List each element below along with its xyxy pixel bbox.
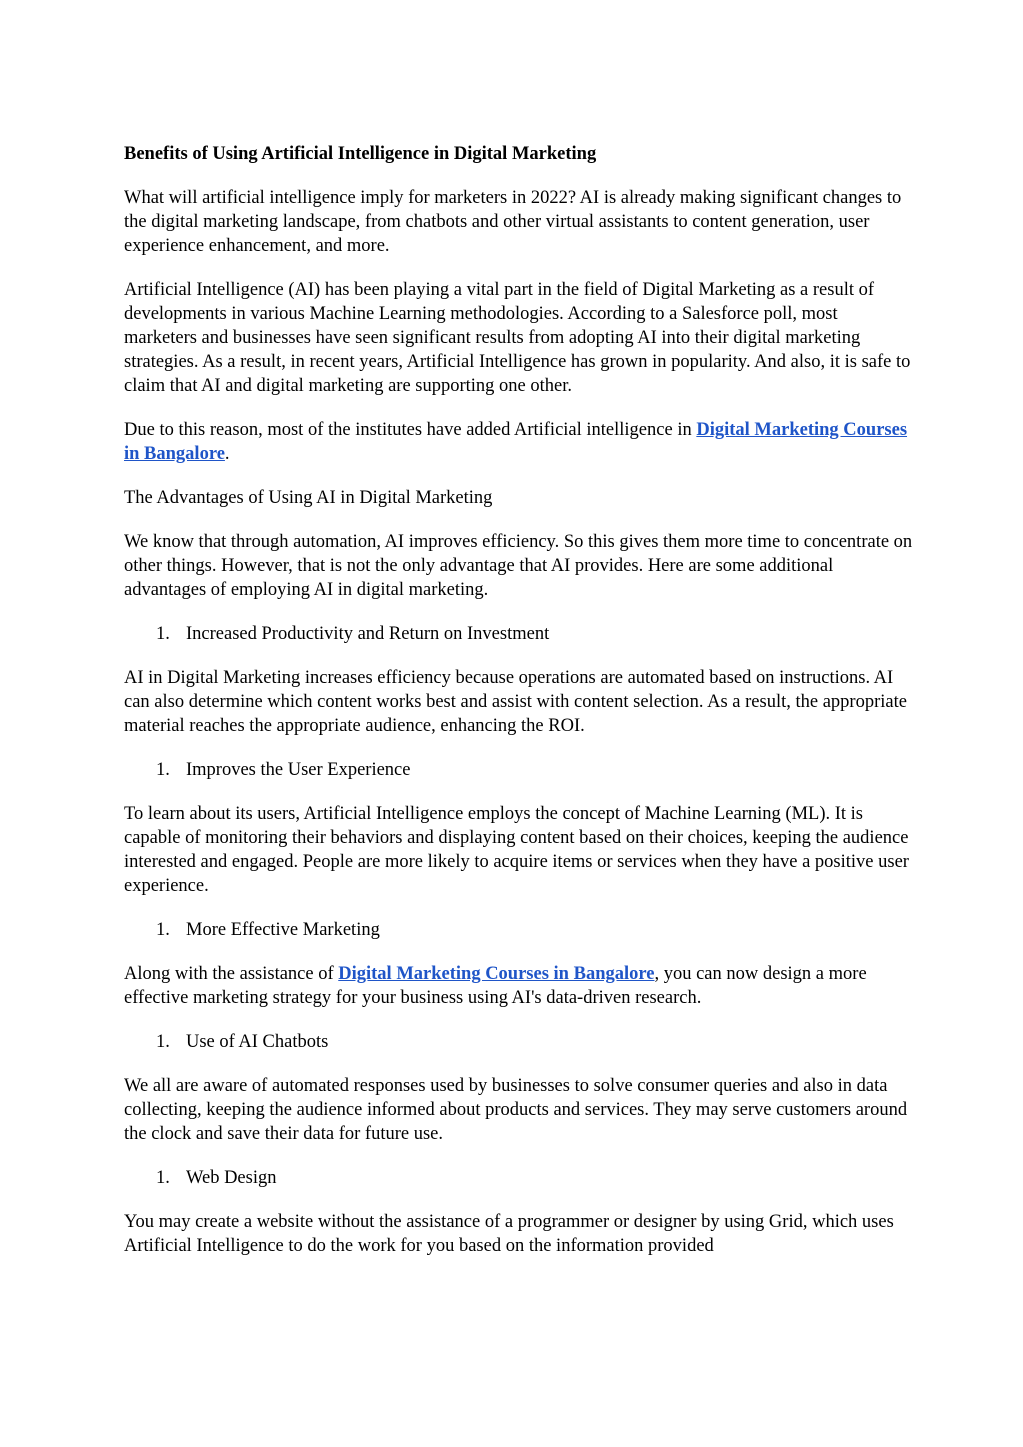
courses-paragraph [124,418,914,466]
list-item-label: Increased Productivity and Return on Investment [186,624,550,644]
web-design-paragraph: You may create a website without the assistance of a programmer or designer by using Grid, which uses Artificial Intelligence to do the work for you based on the information provided [124,1212,894,1256]
list-item-productivity [124,622,914,646]
digital-marketing-courses-link-2[interactable]: Digital Marketing Courses in Bangalore [338,964,655,984]
list-number: 1. [156,624,170,644]
list-item-label: Web Design [186,1168,277,1188]
list-item-label: More Effective Marketing [186,920,380,940]
ai-overview-paragraph: Artificial Intelligence (AI) has been playing a vital part in the field of Digital Marketing as a result of developments in various Machine Learning methodologies. According to a Salesforce poll, most marketers and businesses have seen significant results from adopting AI into their digital marketing strategies. As a result, in recent years, Artificial Intelligence has grown in popularity. And also, it is safe to claim that AI and digital marketing are supporting one other. [124,280,911,396]
list-item-effective-marketing [124,918,914,942]
list-item-label: Improves the User Experience [186,760,411,780]
courses-paragraph-text: Due to this reason, most of the institutes have added Artificial intelligence in [124,420,697,440]
intro-paragraph: What will artificial intelligence imply for marketers in 2022? AI is already making significant changes to the digital marketing landscape, from chatbots and other virtual assistants to content generation, user experience enhancement, and more. [124,188,902,256]
digital-marketing-courses-link[interactable]: Digital Marketing Courses in Bangalore [124,420,908,464]
list-item-chatbots [124,1030,914,1054]
list-item-user-experience [124,758,914,782]
advantages-heading: The Advantages of Using AI in Digital Marketing [124,488,493,508]
effective-marketing-text-end: , you can now design a more effective marketing strategy for your business using AI's data-driven research. [124,964,867,1008]
list-number: 1. [156,760,170,780]
chatbots-paragraph: We all are aware of automated responses used by businesses to solve consumer queries and also in data collecting, keeping the audience informed about products and services. They may serve customers around the clock and save their data for future use. [124,1076,908,1144]
effective-marketing-paragraph [124,962,914,1010]
productivity-paragraph: AI in Digital Marketing increases efficiency because operations are automated based on instructions. AI can also determine which content works best and assist with content selection. As a result, the appropriate material reaches the appropriate audience, enhancing the ROI. [124,668,907,736]
list-item-label: Use of AI Chatbots [186,1032,329,1052]
document-body [124,142,914,1278]
list-number: 1. [156,1032,170,1052]
list-number: 1. [156,920,170,940]
courses-paragraph-end: . [224,444,230,464]
list-number: 1. [156,1168,170,1188]
automation-paragraph: We know that through automation, AI improves efficiency. So this gives them more time to concentrate on other things. However, that is not the only advantage that AI provides. Here are some additional advantages of employing AI in digital marketing. [124,532,913,600]
list-item-web-design [124,1166,914,1190]
user-experience-paragraph: To learn about its users, Artificial Intelligence employs the concept of Machine Learning (ML). It is capable of monitoring their behaviors and displaying content based on their choices, keeping the audience interested and engaged. People are more likely to acquire items or services when they have a positive user experience. [124,804,909,896]
document-title: Benefits of Using Artificial Intelligence in Digital Marketing [124,144,597,164]
effective-marketing-text: Along with the assistance of [124,964,339,984]
